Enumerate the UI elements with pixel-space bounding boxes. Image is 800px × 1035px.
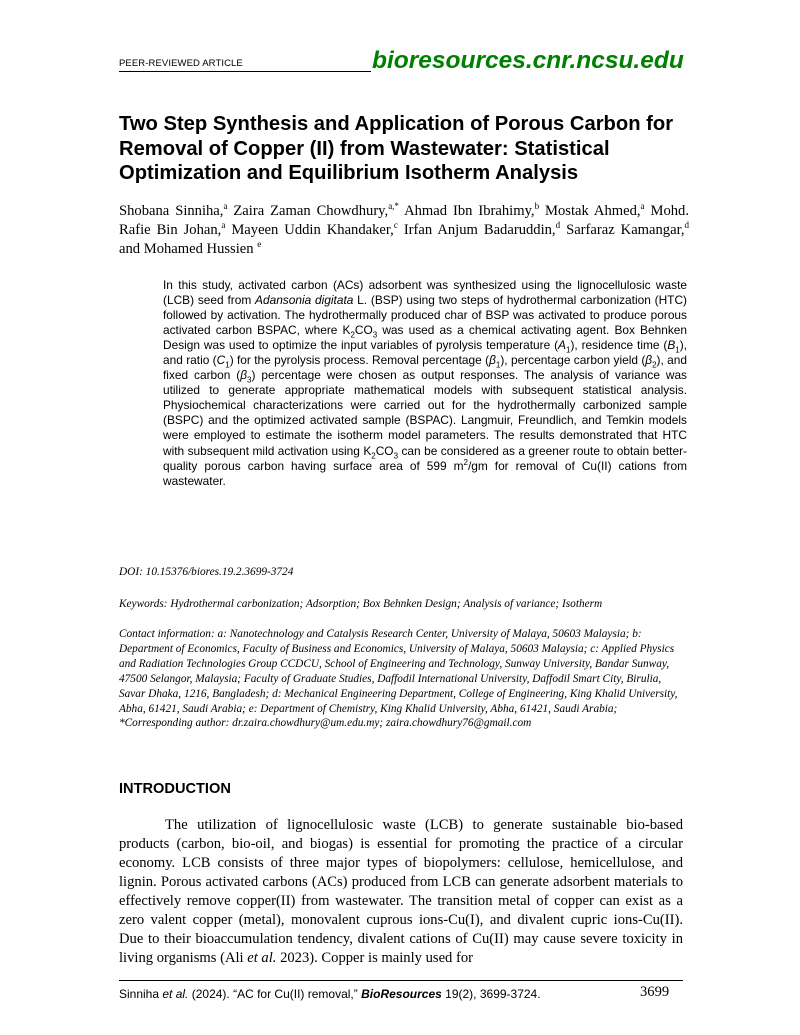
- journal-brand: BioResources: [361, 987, 442, 1001]
- author-affiliation: a: [221, 220, 226, 231]
- author-name: Mayeen Uddin Khandaker,: [231, 222, 394, 239]
- species-name: Adansonia digitata: [255, 293, 354, 308]
- doi-link[interactable]: DOI: 10.15376/biores.19.2.3699-3724: [119, 566, 294, 578]
- intro-paragraph: The utilization of lignocellulosic waste (LCB) to generate sustainable bio-based products (carbon, bio-oil, and biogas) is essential for promoting the practice of a circular economy. LCB consists of three major types of biopolymers: cellulose, hemicellulose, and lignin. Porous activated carbons (ACs) produced from LCB can generate adsorbent materials to effectively remove copper(II) from wastewater. The transition metal of copper can exist as a zero valent copper (metal), monovalent cuprous ions-Cu(I), and divalent cupric ions-Cu(II). Due to their bioaccumulation tendency, divalent cations of Cu(II) may cause severe toxicity in living organisms (Ali et al. 2023). Copper is mainly used for: [119, 817, 683, 967]
- journal-url-link[interactable]: bioresources.cnr.ncsu.edu: [372, 47, 684, 74]
- author-name: Shobana Sinniha,: [119, 203, 224, 219]
- author-affiliation: c: [393, 220, 398, 231]
- author-name: Mohd. Rafie Bin Johan,: [119, 203, 689, 239]
- author-name: Irfan Anjum Badaruddin,: [403, 222, 556, 239]
- author-affiliation: a: [640, 201, 645, 212]
- header-rule: [119, 71, 371, 72]
- keywords: Keywords: Hydrothermal carbonization; Adsorption; Box Behnken Design; Analysis of variance; Isotherm: [119, 598, 603, 610]
- article-title: Two Step Synthesis and Application of Porous Carbon for Removal of Copper (II) from Wastewater: Statistical Optimization and Equilibrium Isotherm Analysis: [119, 113, 674, 184]
- footer-rule: [119, 980, 683, 981]
- journal-section-label: PEER-REVIEWED ARTICLE: [119, 58, 243, 69]
- author-name: Ahmad Ibn Ibrahimy,: [404, 203, 535, 219]
- chemical-formula: $K_2CO_3$: [363, 443, 399, 460]
- author-list: [119, 202, 689, 260]
- section-heading: INTRODUCTION: [119, 781, 231, 797]
- author-name: Zaira Zaman Chowdhury,: [233, 203, 389, 219]
- author-affiliation: b: [534, 201, 540, 212]
- author-name: Mostak Ahmed,: [545, 203, 641, 219]
- abstract: In this study, activated carbon (ACs) adsorbent was synthesized using the lignocellulosic waste (LCB) seed from Adansonia digitata L. (BSP) using two steps of hydrothermal carbonization (HTC) followed by activation. The hydrothermally produced char of BSP was activated to produce porous activated carbon BSPAC, where $K_2CO_3$ was used as a chemical activating agent. Box Behnken Design was used to optimize the input variables of pyrolysis temperature $(A_1)$, residence time $(B_1)$, and ratio $(C_1)$ for the pyrolysis process. Removal percentage $(\beta_1)$, percentage carbon yield $(\beta_2)$, and fixed carbon $(\beta_3)$ percentage were chosen as output responses. The analysis of variance was utilized to generate appropriate mathematical models with subsequent statistical analysis. Physiochemical characterizations were carried out for the hydrothermally carbonized sample (BSPC) and the optimized activated sample (BSPAC). Langmuir, Freundlich, and Temkin models were employed to estimate the isotherm model parameters. The results demonstrated that HTC with subsequent mild activation using $K_2CO_3$ can be considered as a greener route to obtain better-quality porous carbon having surface area of 599 $m^2/gm$ for removal of Cu(II) cations from wastewater.: [163, 278, 688, 488]
- author-affiliation: d: [684, 220, 689, 231]
- author-affiliation: e: [257, 239, 262, 250]
- page-number: 3699: [640, 984, 670, 1000]
- author-name: and Mohamed Hussien: [119, 241, 258, 258]
- contact-information: Contact information: a: Nanotechnology and Catalysis Research Center, University of Malaya, 50603 Malaysia; b: Department of Economics, Faculty of Business and Economics, University of Malaya, 50603 Malaysia; c: Applied Physics and Radiation Technologies Group CCDCU, School of Engineering and Technology, Sunway University, Bandar Sunway, 47500 Selangor, Malaysia; Faculty of Graduate Studies, Daffodil International University, Daffodil Smart City, Birulia, Savar Dhaka, 1216, Bangladesh; d: Mechanical Engineering Department, College of Engineering, King Khalid University, Abha, 61421, Saudi Arabia; e: Department of Chemistry, King Khalid University, Abha, 61421, Saudi Arabia; *Corresponding author: dr.zaira.chowdhury@um.edu.my; zaira.chowdhury76@gmail.com: [119, 628, 678, 730]
- author-name: Sarfaraz Kamangar,: [566, 222, 685, 239]
- author-affiliation: a,*: [388, 201, 399, 212]
- chemical-formula: $K_2CO_3$: [342, 323, 378, 340]
- author-affiliation: d: [555, 220, 561, 231]
- footer-citation: Sinniha et al. (2024). “AC for Cu(II) removal,” BioResources 19(2), 3699-3724.: [119, 987, 541, 1001]
- author-affiliation: a: [223, 201, 228, 212]
